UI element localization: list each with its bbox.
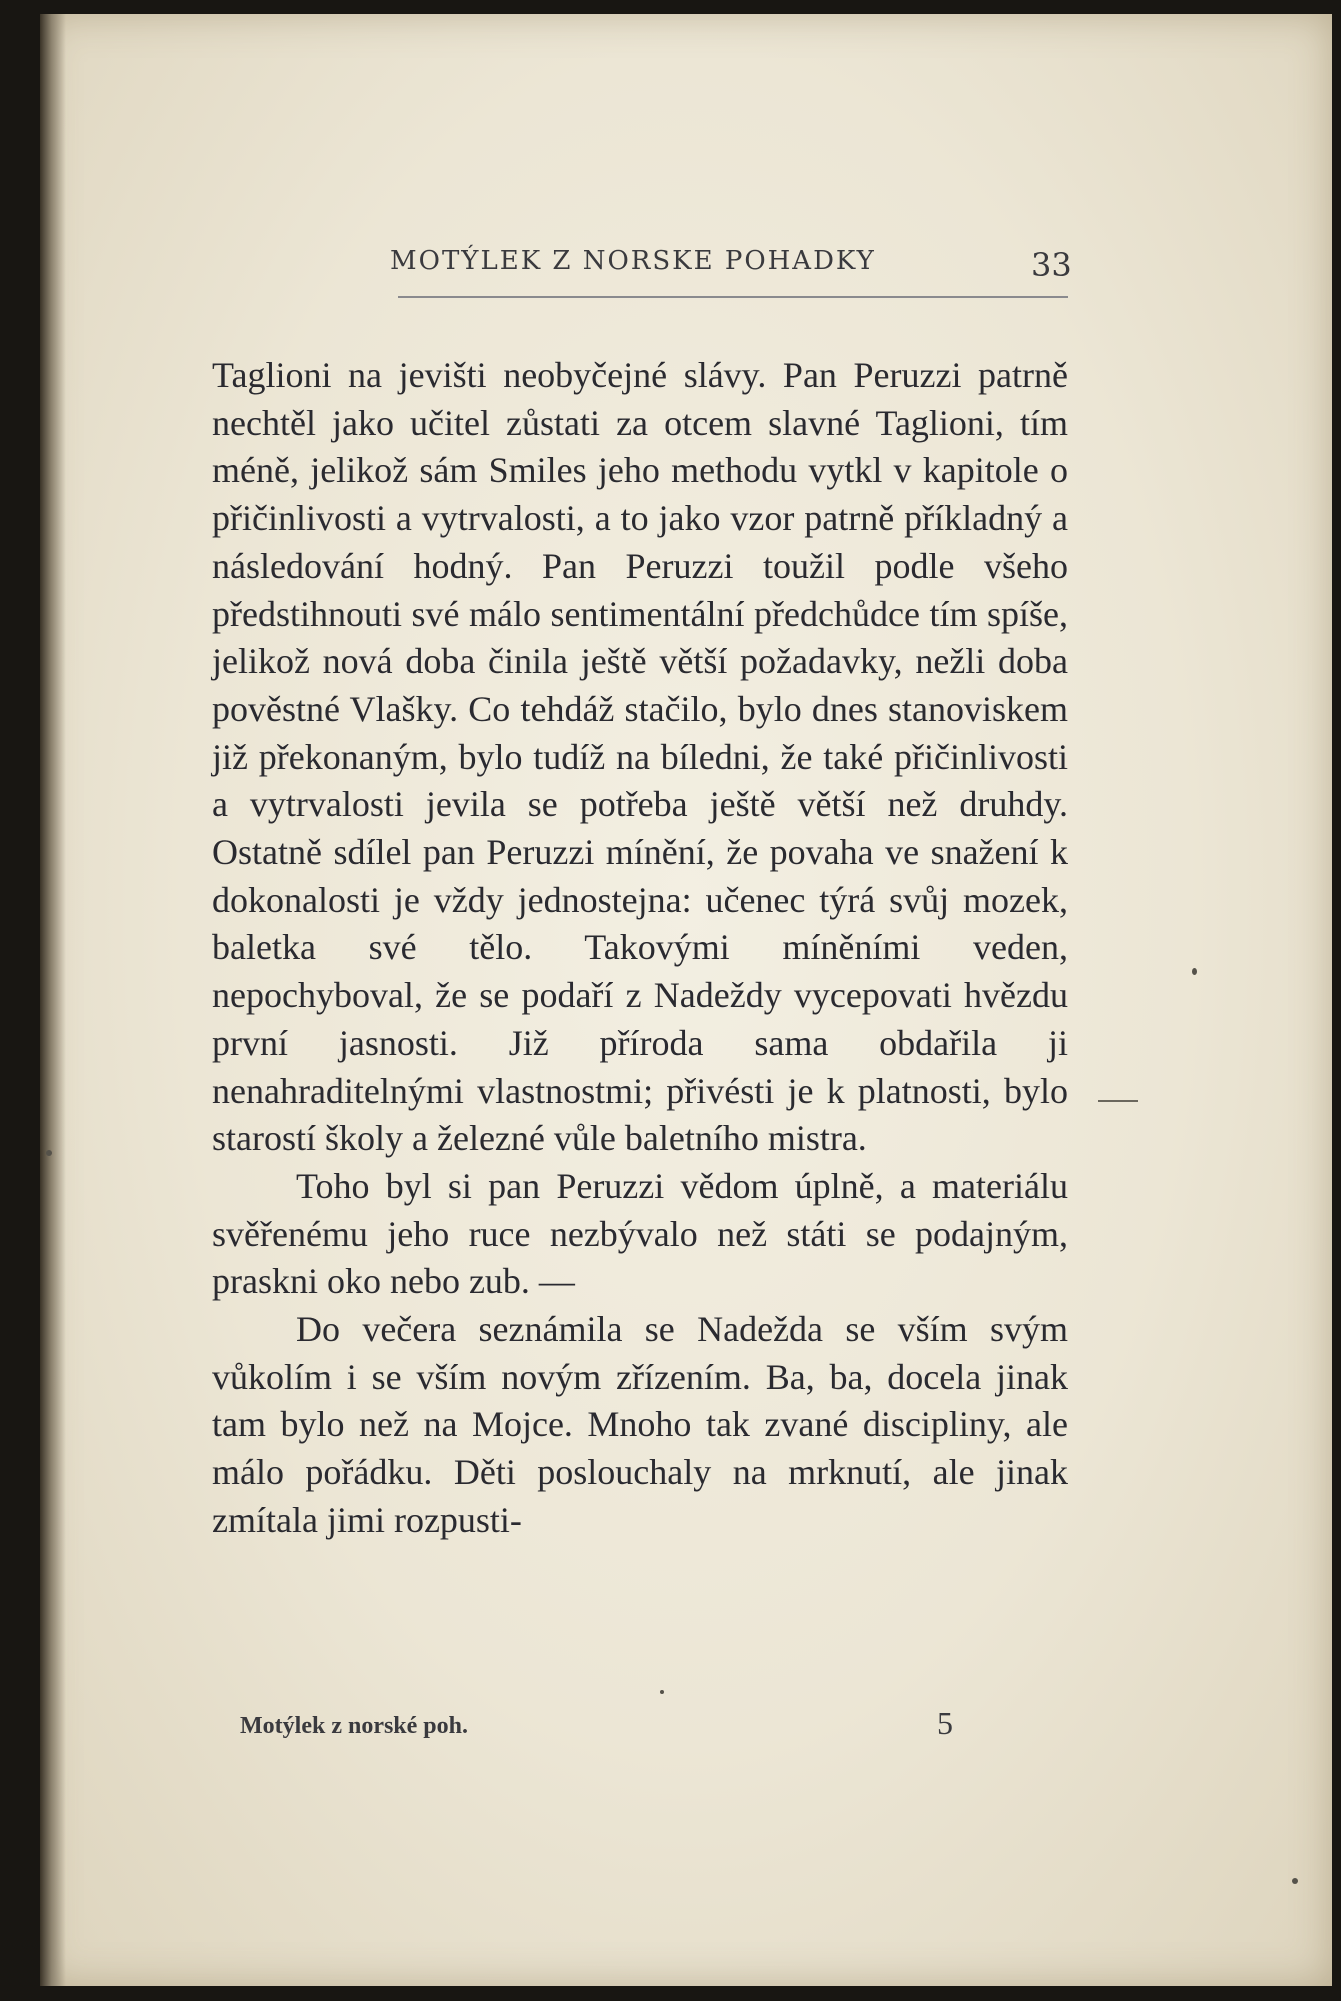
paragraph: Toho byl si pan Peruzzi vědom úplně, a materiálu svěřenému jeho ruce nezbývalo než státi se podajným, praskni oko nebo zub. —	[212, 1165, 1068, 1302]
binding-gutter	[40, 14, 66, 1986]
ink-speck	[1292, 1878, 1298, 1884]
body-text	[212, 352, 1068, 1545]
paragraph: Taglioni na jevišti neobyčejné slávy. Pan Peruzzi patrně nechtěl jako učitel zůstati za otcem slavné Taglioni, tím méně, jelikož sám Smiles jeho methodu vytkl v kapitole o přičinlivosti a vytrvalosti, a to jako vzor patrně příkladný a následování hodný. Pan Peruzzi toužil podle všeho předstihnouti své málo sentimentální předchůdce tím spíše, jelikož nová doba činila ještě větší požadavky, nežli doba pověstné Vlašky. Co tehdáž stačilo, bylo dnes stanoviskem již překonaným, bylo tudíž na bíledni, že také přičinlivosti a vytrvalosti jevila se potřeba ještě větší než druhdy. Ostatně sdílel pan Peruzzi mínění, že povaha ve snažení k dokonalosti je vždy jednostejna: učenec týrá svůj mozek, baletka své tělo. Takovými míněními veden, nepochyboval, že se podaří z Nadeždy vycepovati hvězdu první jasnosti. Již příroda sama obdařila ji nenahraditelnými vlastnostmi; přivésti je k platnosti, bylo starostí školy a železné vůle baletního mistra.	[212, 355, 1068, 1159]
page-number: 33	[1031, 246, 1072, 284]
ink-speck	[46, 1150, 52, 1156]
signature-number: 5	[937, 1705, 953, 1741]
margin-dash	[1098, 1100, 1138, 1102]
ink-speck	[660, 1690, 664, 1694]
ink-speck	[1192, 968, 1197, 975]
running-title: MOTÝLEK Z NORSKE POHADKY	[390, 246, 876, 276]
signature-mark: Motýlek z norské poh.	[240, 1713, 468, 1739]
header-rule	[398, 296, 1068, 298]
paragraph: Do večera seznámila se Nadežda se vším svým vůkolím i se vším novým zřízením. Ba, ba, docela jinak tam bylo než na Mojce. Mnoho tak zvané discipliny, ale málo pořádku. Děti poslouchaly na mrknutí, ale jinak zmítala jimi rozpusti-	[212, 1309, 1068, 1540]
